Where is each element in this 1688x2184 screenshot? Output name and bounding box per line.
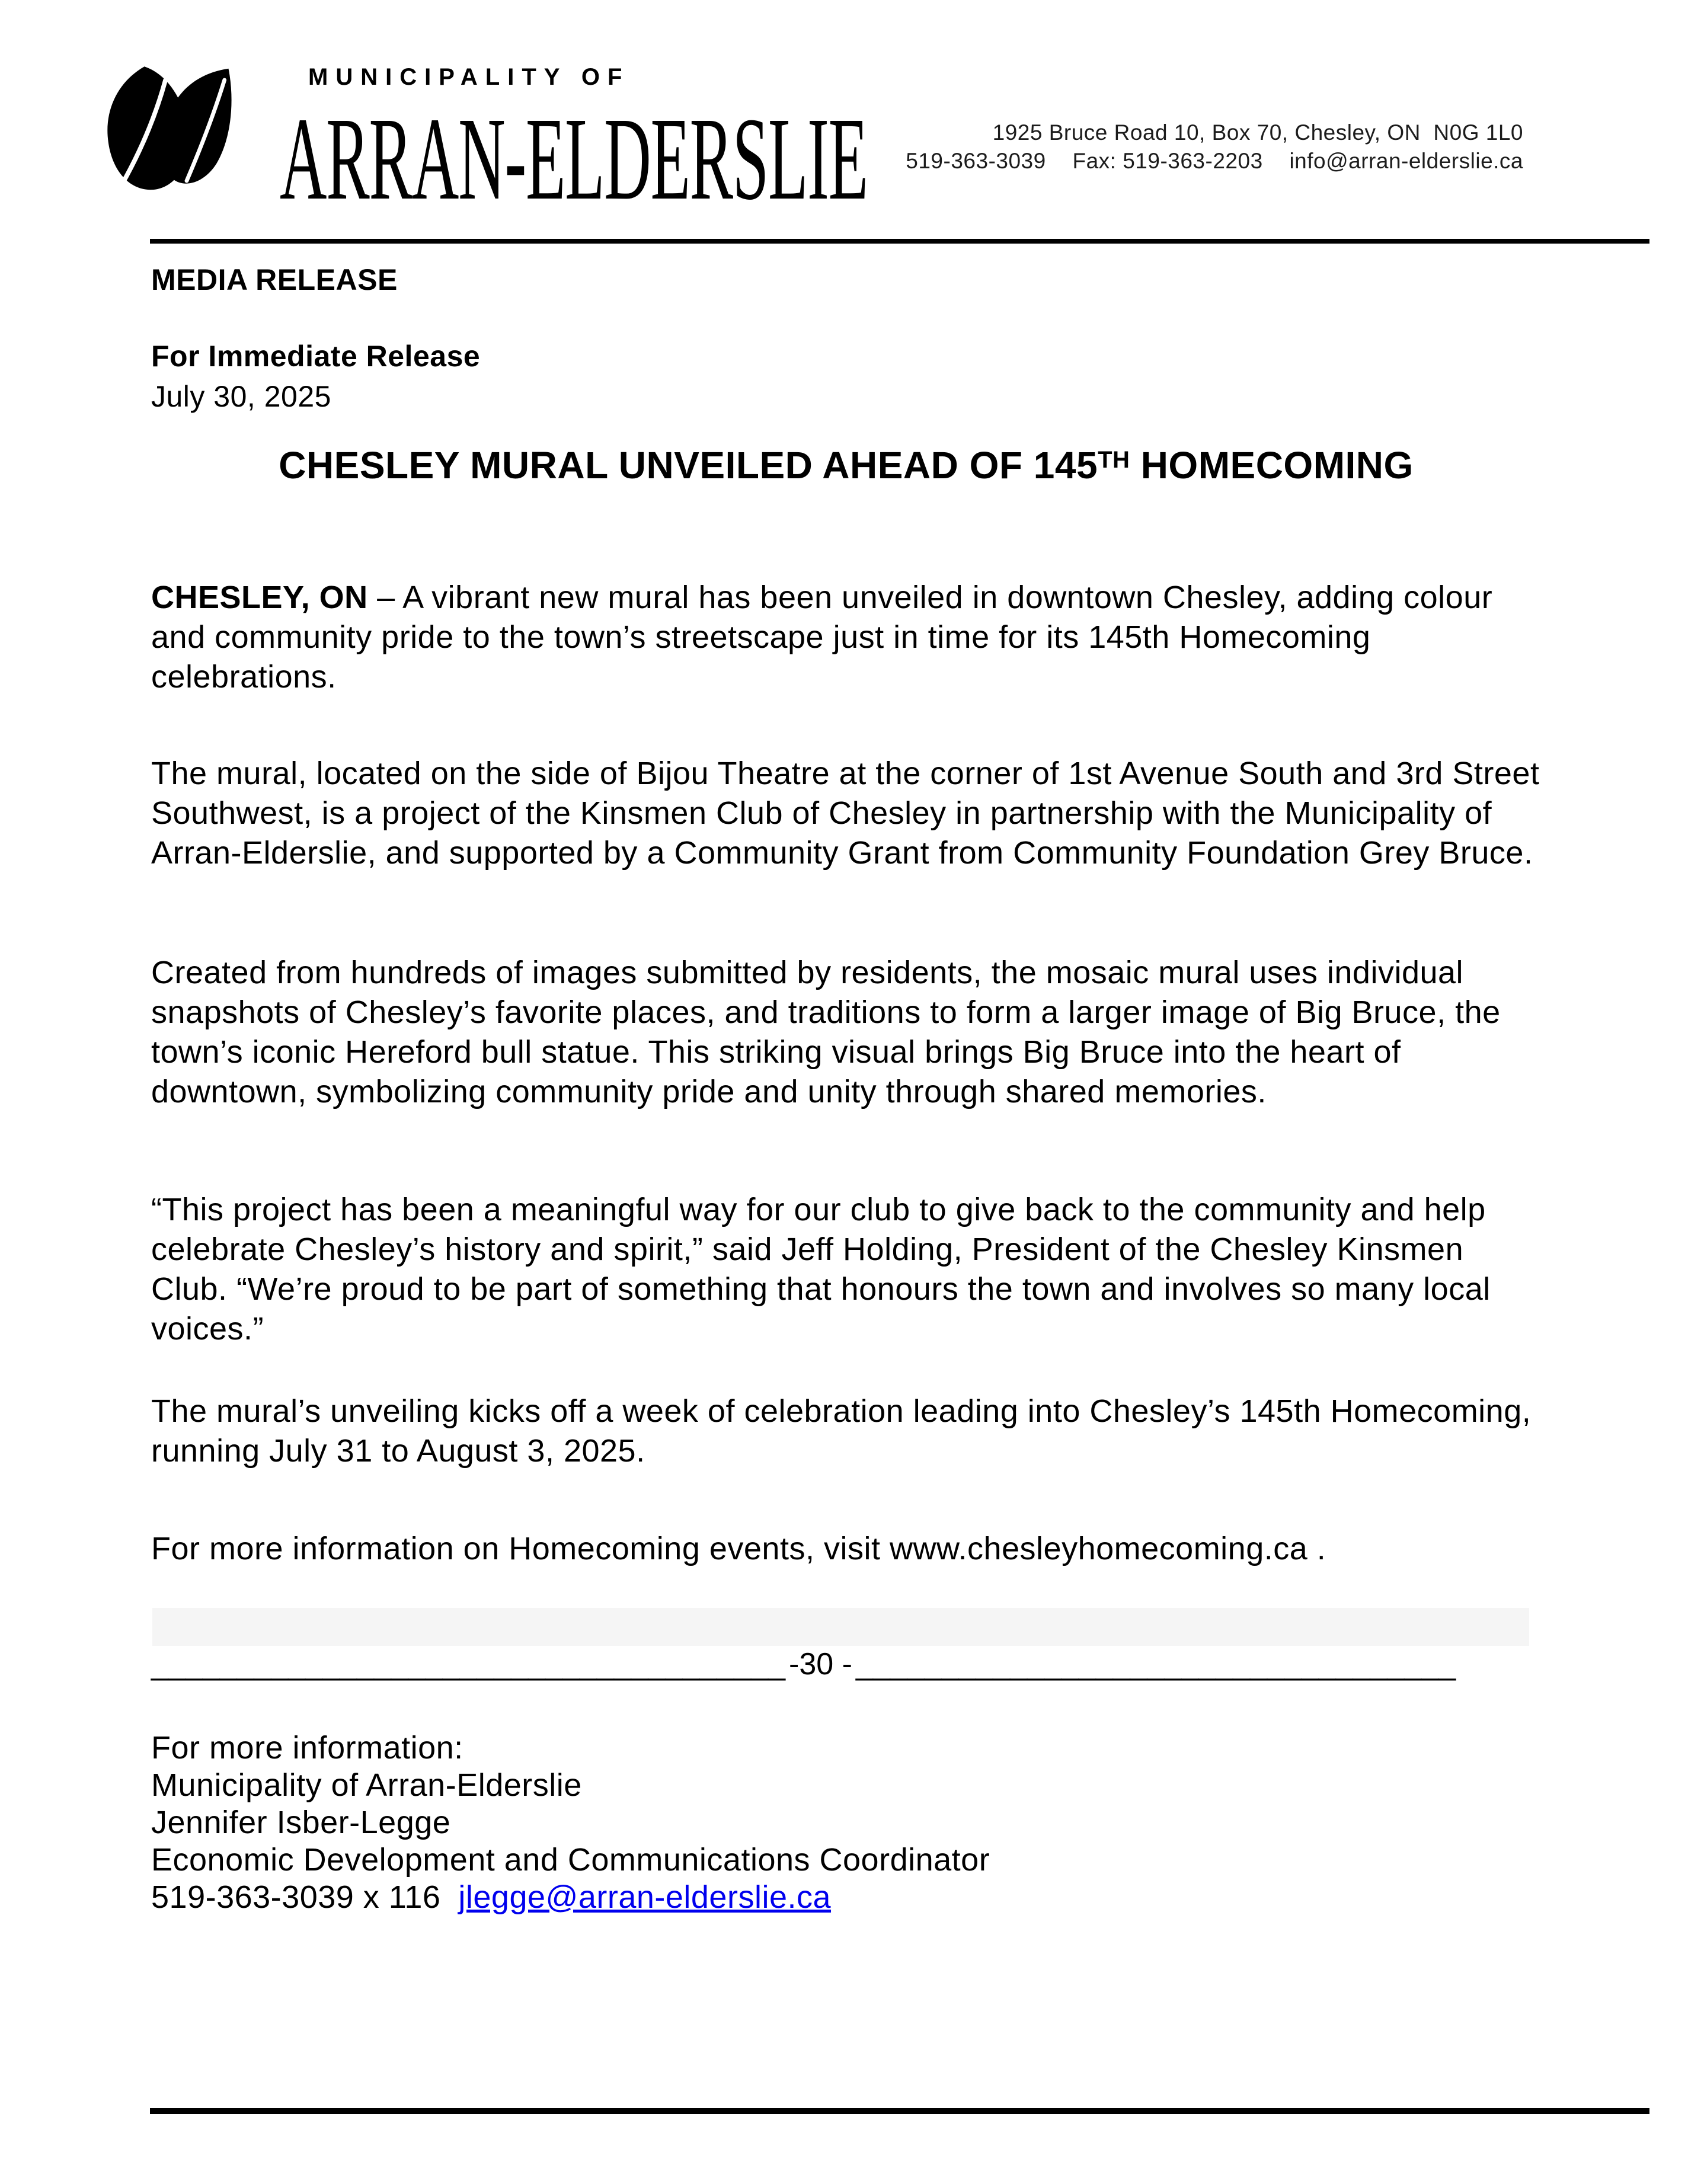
contact-block <box>151 1729 1541 1916</box>
two-leaves-icon <box>100 58 237 206</box>
more-info-text: For more information on Homecoming events, visit <box>151 1531 890 1566</box>
highlight-band <box>152 1608 1529 1646</box>
phone-number: 519-363-3039 <box>906 149 1046 173</box>
paragraph-1-text: – A vibrant new mural has been unveiled in downtown Chesley, adding colour and community pride to the town’s streetscape just in time for its 145th Homecoming celebrations. <box>151 580 1493 695</box>
headline-ordinal: TH <box>1098 447 1130 473</box>
contact-email-link[interactable]: jlegge@arran-elderslie.ca <box>458 1879 832 1915</box>
org-small-label: MUNICIPALITY OF <box>308 64 630 90</box>
contact-heading: For more information: <box>151 1730 463 1766</box>
paragraph-3: Created from hundreds of images submitted by residents, the mosaic mural uses individual snapshots of Chesley’s favorite places, and traditions to form a larger image of Big Bruce, the town’s iconic Hereford bull statue. This striking visual brings Big Bruce into the heart of downtown, symbolizing community pride and unity through shared memories. <box>151 955 1501 1109</box>
footer-rule <box>150 2108 1649 2114</box>
org-large-label: ARRAN-ELDERSLIE <box>280 94 868 225</box>
contact-org: Municipality of Arran-Elderslie <box>151 1767 582 1803</box>
street-address: 1925 Bruce Road 10, Box 70, Chesley, ON N0G 1L0 <box>992 120 1523 145</box>
paragraph-more-info <box>151 1529 1541 1569</box>
homecoming-url: www.chesleyhomecoming.ca <box>889 1531 1308 1566</box>
contact-name: Jennifer Isber-Legge <box>151 1805 451 1840</box>
contact-role: Economic Development and Communications Coordinator <box>151 1842 990 1878</box>
header-address-block <box>906 119 1523 175</box>
doc-type-heading: MEDIA RELEASE <box>151 263 398 296</box>
dateline-city: CHESLEY, ON <box>151 580 368 615</box>
paragraph-5: The mural’s unveiling kicks off a week of celebration leading into Chesley’s 145th Homecoming, running July 31 to August 3, 2025. <box>151 1393 1532 1469</box>
contact-phone: 519-363-3039 x 116 <box>151 1879 441 1915</box>
contact-phone-line <box>151 1879 1541 1916</box>
divider-left-rule: _____________________________________ <box>151 1647 786 1681</box>
paragraph-2: The mural, located on the side of Bijou Theatre at the corner of 1st Avenue South and 3rd Street Southwest, is a project of the Kinsmen Club of Chesley in partnership with the Municipality of Arran-Elderslie, and supported by a Community Grant from Community Foundation Grey Bruce. <box>151 756 1540 871</box>
paragraph-dateline <box>151 578 1541 697</box>
headline <box>151 443 1541 493</box>
header-divider-rule <box>150 239 1649 244</box>
headline-tail: HOMECOMING <box>1130 444 1414 487</box>
divider-right-rule: ___________________________________ <box>855 1647 1456 1681</box>
paragraph-quote: “This project has been a meaningful way for our club to give back to the community and help celebrate Chesley’s history and spirit,” said Jeff Holding, President of the Chesley Kinsmen Club. “We’re proud to be part of something that honours the town and involves so many local voices.” <box>151 1192 1491 1347</box>
more-info-tail: . <box>1307 1531 1326 1566</box>
release-date: July 30, 2025 <box>151 380 331 413</box>
fax-number: Fax: 519-363-2203 <box>1072 149 1263 173</box>
release-label: For Immediate Release <box>151 340 481 373</box>
header-email: info@arran-elderslie.ca <box>1289 149 1523 173</box>
headline-main: CHESLEY MURAL UNVEILED AHEAD OF 145 <box>279 444 1098 487</box>
end-of-release-marker <box>151 1646 1541 1682</box>
thirty-marker: -30 - <box>789 1647 852 1681</box>
